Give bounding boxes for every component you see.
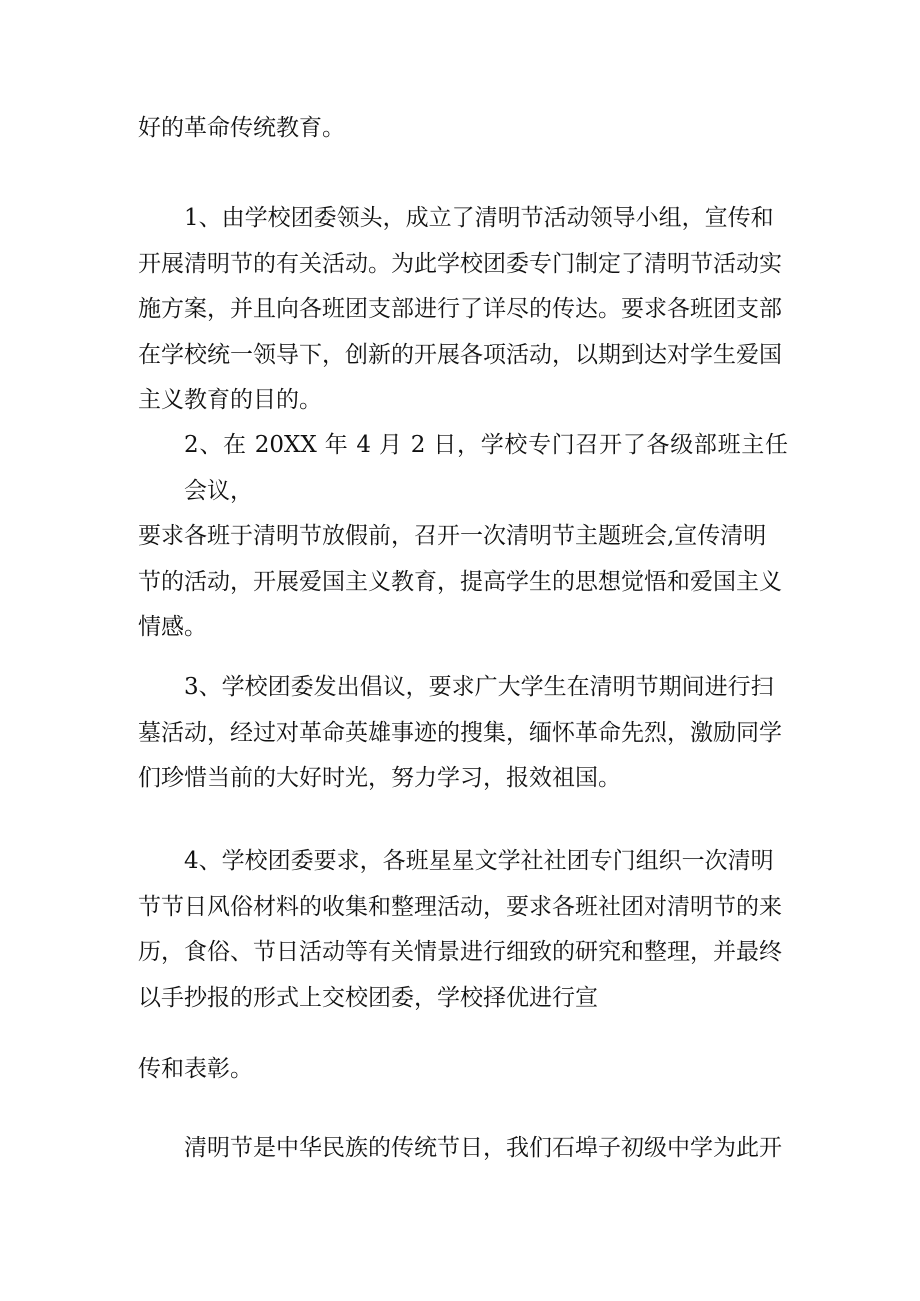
text-line: 们珍惜当前的大好时光，努力学习，报效祖国。 [138,765,621,791]
paragraph-6 [138,1126,788,1172]
paragraph-3 [138,665,788,802]
text-line: 节节日风俗材料的收集和整理活动，要求各班社团对清明节的来 [138,893,782,920]
text-line: 情感。 [138,614,207,640]
paragraph-2 [138,423,788,651]
paragraph-4 [138,839,788,1021]
text-line: 要求各班于清明节放假前，召开一次清明节主题班会,宣传清明 [138,523,767,549]
text-line: 2、在 20XX 年 4 月 2 日，学校专门召开了各级部班主任会议， [184,432,788,504]
text-line: 历，食俗、节日活动等有关情景进行细致的研究和整理，并最终 [138,939,782,965]
text-line: 开展清明节的有关活动。为此学校团委专门制定了清明节活动实 [138,250,782,277]
text-line: 4、学校团委要求，各班星星文学社社团专门组织一次清明 [184,848,774,874]
text-line: 3、学校团委发出倡议，要求广大学生在清明节期间进行扫 [184,674,774,700]
text-line: 墓活动，经过对革命英雄事迹的搜集，缅怀革命先烈，激励同学 [138,719,782,746]
text-line: 传和表彰。 [138,1056,253,1082]
paragraph-5 [138,1047,788,1093]
text-line: 施方案，并且向各班团支部进行了详尽的传达。要求各班团支部 [138,296,782,322]
text-line: 以手抄报的形式上交校团委，学校择优进行宣 [138,984,598,1011]
text-line: 1、由学校团委领头，成立了清明节活动领导小组，宣传和 [184,205,774,231]
text-line: 节的活动，开展爱国主义教育，提高学生的思想觉悟和爱国主义 [138,568,782,595]
text-line: 清明节是中华民族的传统节日，我们石埠子初级中学为此开 [184,1135,782,1161]
text-line: 在学校统一领导下，创新的开展各项活动，以期到达对学生爱国 [138,341,782,368]
text-line: 好的革命传统教育。 [138,115,345,141]
paragraph-1 [138,196,788,424]
text-line: 主义教育的目的。 [138,387,322,413]
paragraph-0 [138,106,788,152]
